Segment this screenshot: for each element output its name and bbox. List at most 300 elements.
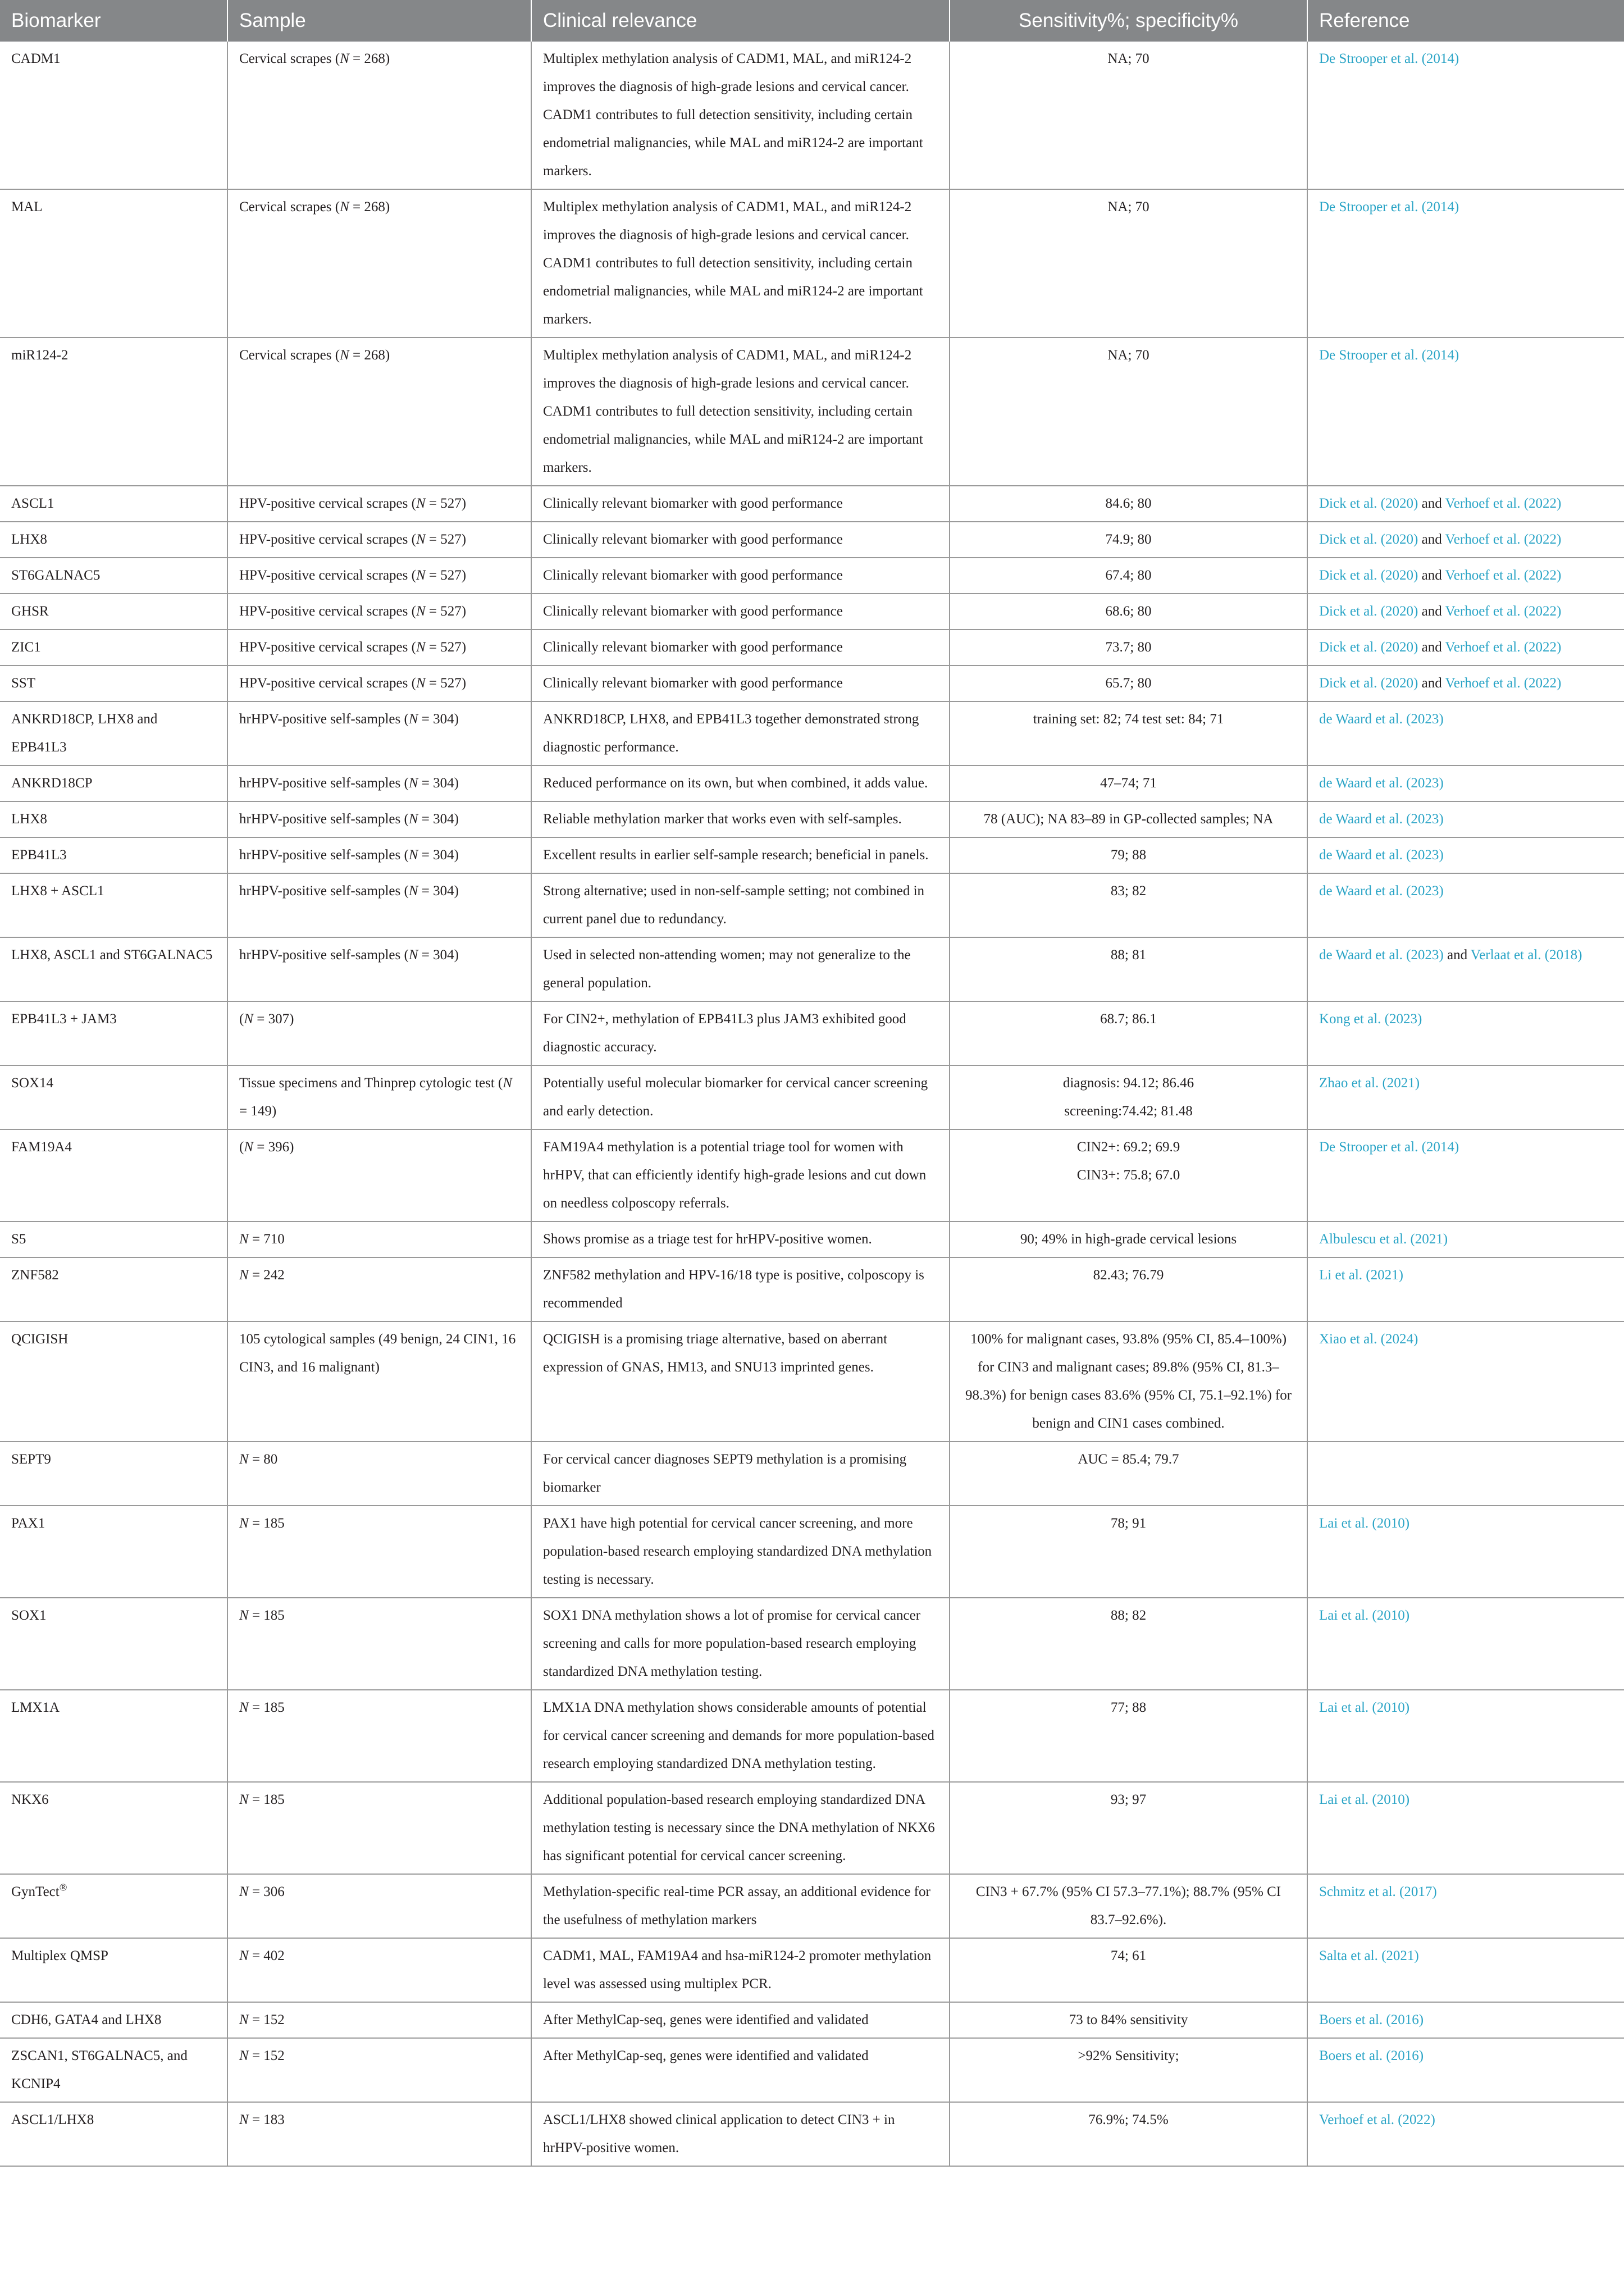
cell-sample: Cervical scrapes (N = 268): [227, 338, 531, 486]
table-row: [0, 1321, 1624, 1442]
cell-sensitivity-specificity: [950, 558, 1307, 594]
reference-link[interactable]: De Strooper et al. (2014): [1319, 199, 1459, 215]
reference-link[interactable]: Verhoef et al. (2022): [1445, 496, 1562, 511]
reference-link[interactable]: Dick et al. (2020): [1319, 532, 1418, 547]
cell-biomarker: [0, 2102, 227, 2166]
reference-link[interactable]: Xiao et al. (2024): [1319, 1332, 1418, 1347]
sample-size-symbol: N: [416, 532, 426, 547]
sample-size-symbol: N: [340, 51, 349, 66]
sample-size-symbol: N: [408, 883, 418, 899]
cell-clinical-relevance: Used in selected non-attending women; may not generalize to the general population.: [531, 937, 950, 1001]
table-row: [0, 338, 1624, 486]
cell-sample: N = 185: [227, 1598, 531, 1690]
reference-link[interactable]: Dick et al. (2020): [1319, 640, 1418, 655]
sample-size-symbol: N: [239, 1700, 249, 1715]
table-row: [0, 837, 1624, 873]
reference-link[interactable]: Kong et al. (2023): [1319, 1011, 1422, 1027]
biomarker-name: ASCL1/LHX8: [11, 2112, 94, 2127]
sensitivity-line: 79; 88: [1110, 847, 1147, 863]
sample-size-symbol: N: [239, 1792, 249, 1807]
biomarker-name: S5: [11, 1232, 26, 1247]
sensitivity-line: 73.7; 80: [1105, 640, 1152, 655]
biomarker-name: PAX1: [11, 1516, 45, 1531]
cell-clinical-relevance: Excellent results in earlier self-sample research; beneficial in panels.: [531, 837, 950, 873]
biomarker-name: SOX1: [11, 1608, 47, 1623]
header-row: [0, 0, 1624, 42]
cell-sample: (N = 396): [227, 1129, 531, 1221]
table-row: [0, 2102, 1624, 2166]
cell-sensitivity-specificity: [950, 1938, 1307, 2002]
biomarker-name: LHX8: [11, 532, 47, 547]
sensitivity-line: 82.43; 76.79: [1093, 1268, 1164, 1283]
sample-size-symbol: N: [239, 1608, 249, 1623]
cell-sensitivity-specificity: [950, 1129, 1307, 1221]
table-body: [0, 42, 1624, 2166]
cell-biomarker: [0, 189, 227, 338]
reference-link[interactable]: Dick et al. (2020): [1319, 496, 1418, 511]
cell-reference: [1307, 1221, 1624, 1257]
cell-reference: [1307, 2002, 1624, 2038]
table-row: [0, 665, 1624, 701]
cell-sensitivity-specificity: [950, 594, 1307, 630]
table-row: [0, 2038, 1624, 2102]
cell-sample: HPV-positive cervical scrapes (N = 527): [227, 522, 531, 558]
cell-clinical-relevance: ANKRD18CP, LHX8, and EPB41L3 together demonstrated strong diagnostic performance.: [531, 701, 950, 765]
reference-joiner: and: [1418, 676, 1445, 691]
biomarker-name: NKX6: [11, 1792, 49, 1807]
table-row: [0, 1506, 1624, 1598]
cell-sensitivity-specificity: [950, 1321, 1307, 1442]
cell-biomarker: [0, 1321, 227, 1442]
biomarker-name: SEPT9: [11, 1452, 51, 1467]
reference-link[interactable]: de Waard et al. (2023): [1319, 776, 1444, 791]
cell-sample: HPV-positive cervical scrapes (N = 527): [227, 486, 531, 522]
cell-sensitivity-specificity: [950, 486, 1307, 522]
cell-reference: [1307, 801, 1624, 837]
sensitivity-line: 74.9; 80: [1105, 532, 1152, 547]
sensitivity-line: AUC = 85.4; 79.7: [1078, 1452, 1179, 1467]
cell-reference: [1307, 701, 1624, 765]
cell-reference: [1307, 1442, 1624, 1506]
sensitivity-line: CIN3+: 75.8; 67.0: [1076, 1168, 1180, 1183]
sensitivity-line: 90; 49% in high-grade cervical lesions: [1020, 1232, 1237, 1247]
sample-size-symbol: N: [244, 1011, 254, 1027]
biomarker-name: SST: [11, 676, 36, 691]
col-header-sensitivity-specificity: Sensitivity%; specificity%: [950, 0, 1307, 42]
biomarker-name: ANKRD18CP: [11, 776, 93, 791]
table-row: [0, 594, 1624, 630]
cell-reference: [1307, 1065, 1624, 1129]
cell-sensitivity-specificity: [950, 1506, 1307, 1598]
reference-link[interactable]: Schmitz et al. (2017): [1319, 1884, 1437, 1899]
biomarker-name: GynTect: [11, 1884, 60, 1899]
reference-link[interactable]: Verhoef et al. (2022): [1445, 676, 1562, 691]
cell-clinical-relevance: ZNF582 methylation and HPV-16/18 type is positive, colposcopy is recommended: [531, 1257, 950, 1321]
cell-reference: [1307, 1874, 1624, 1938]
cell-clinical-relevance: LMX1A DNA methylation shows considerable amounts of potential for cervical cancer screening and demands for more population-based research employing standardized DNA methylation testing.: [531, 1690, 950, 1782]
cell-sensitivity-specificity: [950, 522, 1307, 558]
cell-sample: HPV-positive cervical scrapes (N = 527): [227, 630, 531, 665]
col-header-biomarker: Biomarker: [0, 0, 227, 42]
cell-sample: N = 183: [227, 2102, 531, 2166]
table-row: [0, 558, 1624, 594]
cell-biomarker: [0, 801, 227, 837]
cell-sample: Tissue specimens and Thinprep cytologic test (N = 149): [227, 1065, 531, 1129]
cell-biomarker: [0, 1221, 227, 1257]
cell-biomarker: [0, 630, 227, 665]
cell-sample: 105 cytological samples (49 benign, 24 CIN1, 16 CIN3, and 16 malignant): [227, 1321, 531, 1442]
cell-biomarker: [0, 765, 227, 801]
cell-biomarker: [0, 2038, 227, 2102]
reference-link[interactable]: Li et al. (2021): [1319, 1268, 1403, 1283]
biomarker-name: ZNF582: [11, 1268, 59, 1283]
sample-size-symbol: N: [416, 568, 426, 583]
cell-biomarker: [0, 42, 227, 189]
cell-biomarker: [0, 1065, 227, 1129]
cell-sensitivity-specificity: [950, 338, 1307, 486]
cell-sensitivity-specificity: [950, 42, 1307, 189]
cell-reference: [1307, 1782, 1624, 1874]
biomarker-name: LHX8: [11, 812, 47, 827]
sensitivity-line: NA; 70: [1107, 199, 1149, 215]
table-row: [0, 801, 1624, 837]
sample-size-symbol: N: [340, 199, 349, 215]
reference-link[interactable]: Albulescu et al. (2021): [1319, 1232, 1448, 1247]
biomarker-name: SOX14: [11, 1075, 54, 1091]
sensitivity-line: >92% Sensitivity;: [1078, 2048, 1179, 2063]
cell-clinical-relevance: FAM19A4 methylation is a potential triage tool for women with hrHPV, that can efficiently identify high-grade lesions and cut down on needless colposcopy referrals.: [531, 1129, 950, 1221]
cell-clinical-relevance: ASCL1/LHX8 showed clinical application to detect CIN3 + in hrHPV-positive women.: [531, 2102, 950, 2166]
cell-biomarker: [0, 665, 227, 701]
reference-link[interactable]: Lai et al. (2010): [1319, 1516, 1410, 1531]
sample-size-symbol: N: [416, 496, 426, 511]
cell-reference: [1307, 873, 1624, 937]
cell-reference: [1307, 522, 1624, 558]
sensitivity-line: 100% for malignant cases, 93.8% (95% CI, 85.4–100%) for CIN3 and malignant cases; 89.8% (95% CI, 81.3–98.3%) for benign cases 83.6% (95% CI, 75.1–92.1%) for benign and CIN1 cases combined.: [965, 1332, 1292, 1431]
cell-sample: N = 185: [227, 1690, 531, 1782]
table-row: [0, 486, 1624, 522]
cell-sensitivity-specificity: [950, 665, 1307, 701]
biomarker-name: ST6GALNAC5: [11, 568, 101, 583]
cell-reference: [1307, 1129, 1624, 1221]
cell-clinical-relevance: Methylation-specific real-time PCR assay, an additional evidence for the usefulness of methylation markers: [531, 1874, 950, 1938]
cell-sample: N = 152: [227, 2002, 531, 2038]
biomarker-name: CADM1: [11, 51, 61, 66]
cell-sensitivity-specificity: [950, 1690, 1307, 1782]
reference-link[interactable]: de Waard et al. (2023): [1319, 947, 1444, 963]
sensitivity-line: 47–74; 71: [1100, 776, 1157, 791]
cell-clinical-relevance: Clinically relevant biomarker with good performance: [531, 665, 950, 701]
reference-joiner: and: [1443, 947, 1471, 963]
reference-link[interactable]: de Waard et al. (2023): [1319, 883, 1444, 899]
table-row: [0, 873, 1624, 937]
reference-link[interactable]: Dick et al. (2020): [1319, 604, 1418, 619]
cell-reference: [1307, 558, 1624, 594]
table-row: [0, 1129, 1624, 1221]
reference-link[interactable]: Verhoef et al. (2022): [1445, 640, 1562, 655]
biomarker-name: Multiplex QMSP: [11, 1948, 108, 1963]
reference-link[interactable]: Verhoef et al. (2022): [1445, 532, 1562, 547]
cell-biomarker: [0, 1001, 227, 1065]
cell-sensitivity-specificity: [950, 937, 1307, 1001]
sample-size-symbol: N: [239, 2048, 249, 2063]
table-row: [0, 765, 1624, 801]
cell-biomarker: [0, 837, 227, 873]
cell-sensitivity-specificity: [950, 701, 1307, 765]
sample-size-symbol: N: [239, 1948, 249, 1963]
cell-clinical-relevance: Shows promise as a triage test for hrHPV-positive women.: [531, 1221, 950, 1257]
cell-reference: [1307, 486, 1624, 522]
cell-clinical-relevance: Reliable methylation marker that works even with self-samples.: [531, 801, 950, 837]
cell-clinical-relevance: SOX1 DNA methylation shows a lot of promise for cervical cancer screening and calls for more population-based research employing standardized DNA methylation testing.: [531, 1598, 950, 1690]
reference-link[interactable]: De Strooper et al. (2014): [1319, 51, 1459, 66]
reference-link[interactable]: Zhao et al. (2021): [1319, 1075, 1420, 1091]
cell-sensitivity-specificity: [950, 1001, 1307, 1065]
sample-size-symbol: N: [239, 1884, 249, 1899]
table-row: [0, 189, 1624, 338]
table-row: [0, 630, 1624, 665]
cell-clinical-relevance: Clinically relevant biomarker with good performance: [531, 558, 950, 594]
cell-biomarker: [0, 1598, 227, 1690]
cell-sample: N = 242: [227, 1257, 531, 1321]
sample-size-symbol: N: [416, 676, 426, 691]
cell-reference: [1307, 2038, 1624, 2102]
cell-sample: hrHPV-positive self-samples (N = 304): [227, 873, 531, 937]
biomarker-name: ZIC1: [11, 640, 41, 655]
cell-reference: [1307, 1506, 1624, 1598]
reference-link[interactable]: Boers et al. (2016): [1319, 2048, 1424, 2063]
cell-reference: [1307, 1257, 1624, 1321]
reference-link[interactable]: Lai et al. (2010): [1319, 1700, 1410, 1715]
cell-clinical-relevance: After MethylCap-seq, genes were identified and validated: [531, 2038, 950, 2102]
reference-link[interactable]: Boers et al. (2016): [1319, 2012, 1424, 2027]
cell-sensitivity-specificity: [950, 1221, 1307, 1257]
sample-size-symbol: N: [239, 2112, 249, 2127]
cell-biomarker: [0, 1874, 227, 1938]
sensitivity-line: 76.9%; 74.5%: [1088, 2112, 1169, 2127]
reference-joiner: and: [1418, 604, 1445, 619]
table-row: [0, 1690, 1624, 1782]
sample-size-symbol: N: [408, 812, 418, 827]
cell-clinical-relevance: Strong alternative; used in non-self-sample setting; not combined in current panel due to redundancy.: [531, 873, 950, 937]
cell-sample: hrHPV-positive self-samples (N = 304): [227, 837, 531, 873]
cell-reference: [1307, 1321, 1624, 1442]
biomarker-name: CDH6, GATA4 and LHX8: [11, 2012, 162, 2027]
cell-biomarker: [0, 873, 227, 937]
reference-joiner: and: [1418, 496, 1445, 511]
reference-link[interactable]: de Waard et al. (2023): [1319, 812, 1444, 827]
cell-reference: [1307, 2102, 1624, 2166]
cell-sensitivity-specificity: [950, 801, 1307, 837]
biomarker-name: LHX8, ASCL1 and ST6GALNAC5: [11, 947, 213, 963]
cell-reference: [1307, 189, 1624, 338]
cell-clinical-relevance: Clinically relevant biomarker with good performance: [531, 486, 950, 522]
sample-size-symbol: N: [239, 2012, 249, 2027]
reference-link[interactable]: Verlaat et al. (2018): [1470, 947, 1582, 963]
table-row: [0, 1938, 1624, 2002]
cell-sample: HPV-positive cervical scrapes (N = 527): [227, 594, 531, 630]
cell-sample: hrHPV-positive self-samples (N = 304): [227, 765, 531, 801]
cell-sensitivity-specificity: [950, 1065, 1307, 1129]
table-row: [0, 1065, 1624, 1129]
cell-sample: hrHPV-positive self-samples (N = 304): [227, 937, 531, 1001]
cell-reference: [1307, 837, 1624, 873]
cell-sample: HPV-positive cervical scrapes (N = 527): [227, 558, 531, 594]
sensitivity-line: NA; 70: [1107, 51, 1149, 66]
cell-clinical-relevance: PAX1 have high potential for cervical cancer screening, and more population-based research employing standardized DNA methylation testing is necessary.: [531, 1506, 950, 1598]
table-row: [0, 1001, 1624, 1065]
reference-joiner: and: [1418, 568, 1445, 583]
reference-link[interactable]: de Waard et al. (2023): [1319, 847, 1444, 863]
cell-sensitivity-specificity: [950, 630, 1307, 665]
table-row: [0, 1221, 1624, 1257]
sensitivity-line: 68.6; 80: [1105, 604, 1152, 619]
reference-link[interactable]: Lai et al. (2010): [1319, 1792, 1410, 1807]
cell-reference: [1307, 1598, 1624, 1690]
sensitivity-line: 93; 97: [1110, 1792, 1147, 1807]
sensitivity-line: NA; 70: [1107, 348, 1149, 363]
sample-size-symbol: N: [244, 1139, 254, 1155]
cell-biomarker: [0, 594, 227, 630]
reference-link[interactable]: Salta et al. (2021): [1319, 1948, 1419, 1963]
sensitivity-line: training set: 82; 74 test set: 84; 71: [1033, 712, 1224, 727]
biomarker-name: LHX8 + ASCL1: [11, 883, 104, 899]
cell-sample: Cervical scrapes (N = 268): [227, 42, 531, 189]
cell-reference: [1307, 42, 1624, 189]
cell-reference: [1307, 665, 1624, 701]
table-row: [0, 2002, 1624, 2038]
table-row: [0, 1598, 1624, 1690]
biomarker-name: ANKRD18CP, LHX8 and EPB41L3: [11, 712, 158, 755]
reference-link[interactable]: De Strooper et al. (2014): [1319, 1139, 1459, 1155]
cell-biomarker: [0, 1257, 227, 1321]
cell-clinical-relevance: QCIGISH is a promising triage alternative, based on aberrant expression of GNAS, HM13, and SNU13 imprinted genes.: [531, 1321, 950, 1442]
cell-clinical-relevance: Clinically relevant biomarker with good performance: [531, 522, 950, 558]
cell-reference: [1307, 338, 1624, 486]
cell-biomarker: [0, 1938, 227, 2002]
cell-sensitivity-specificity: [950, 1598, 1307, 1690]
cell-sample: Cervical scrapes (N = 268): [227, 189, 531, 338]
reference-link[interactable]: Verhoef et al. (2022): [1445, 604, 1562, 619]
cell-clinical-relevance: Potentially useful molecular biomarker for cervical cancer screening and early detection.: [531, 1065, 950, 1129]
table-row: [0, 937, 1624, 1001]
sensitivity-line: 67.4; 80: [1105, 568, 1152, 583]
cell-reference: [1307, 937, 1624, 1001]
cell-reference: [1307, 765, 1624, 801]
cell-sample: hrHPV-positive self-samples (N = 304): [227, 701, 531, 765]
sample-size-symbol: N: [239, 1268, 249, 1283]
cell-clinical-relevance: Additional population-based research employing standardized DNA methylation testing is necessary since the DNA methylation of NKX6 has significant potential for cervical cancer screening.: [531, 1782, 950, 1874]
sample-size-symbol: N: [503, 1075, 513, 1091]
cell-sample: N = 185: [227, 1506, 531, 1598]
reference-link[interactable]: Verhoef et al. (2022): [1445, 568, 1562, 583]
cell-sensitivity-specificity: [950, 2038, 1307, 2102]
cell-sample: hrHPV-positive self-samples (N = 304): [227, 801, 531, 837]
cell-biomarker: [0, 1129, 227, 1221]
cell-clinical-relevance: CADM1, MAL, FAM19A4 and hsa-miR124-2 promoter methylation level was assessed using multiplex PCR.: [531, 1938, 950, 2002]
reference-link[interactable]: de Waard et al. (2023): [1319, 712, 1444, 727]
cell-reference: [1307, 1938, 1624, 2002]
sample-size-symbol: N: [408, 776, 418, 791]
sample-size-symbol: N: [408, 712, 418, 727]
cell-sensitivity-specificity: [950, 2102, 1307, 2166]
biomarker-name: EPB41L3 + JAM3: [11, 1011, 117, 1027]
sensitivity-line: 74; 61: [1110, 1948, 1147, 1963]
cell-sample: N = 306: [227, 1874, 531, 1938]
sensitivity-line: CIN3 + 67.7% (95% CI 57.3–77.1%); 88.7% (95% CI 83.7–92.6%).: [975, 1884, 1281, 1927]
reference-joiner: and: [1418, 640, 1445, 655]
cell-clinical-relevance: For CIN2+, methylation of EPB41L3 plus JAM3 exhibited good diagnostic accuracy.: [531, 1001, 950, 1065]
table-row: [0, 1257, 1624, 1321]
reference-joiner: and: [1418, 532, 1445, 547]
sensitivity-line: 84.6; 80: [1105, 496, 1152, 511]
sensitivity-line: 77; 88: [1110, 1700, 1147, 1715]
reference-link[interactable]: De Strooper et al. (2014): [1319, 348, 1459, 363]
sample-size-symbol: N: [408, 847, 418, 863]
reference-link[interactable]: Dick et al. (2020): [1319, 676, 1418, 691]
cell-reference: [1307, 1690, 1624, 1782]
sensitivity-line: diagnosis: 94.12; 86.46: [1062, 1075, 1194, 1091]
cell-biomarker: [0, 1506, 227, 1598]
cell-sensitivity-specificity: [950, 1257, 1307, 1321]
cell-clinical-relevance: Multiplex methylation analysis of CADM1, MAL, and miR124-2 improves the diagnosis of high-grade lesions and cervical cancer. CADM1 contributes to full detection sensitivity, including certain endometrial malignancies, while MAL and miR124-2 are important markers.: [531, 42, 950, 189]
sensitivity-line: 78; 91: [1110, 1516, 1147, 1531]
cell-sensitivity-specificity: [950, 1782, 1307, 1874]
biomarker-name: ZSCAN1, ST6GALNAC5, and KCNIP4: [11, 2048, 188, 2091]
table-row: [0, 1874, 1624, 1938]
cell-clinical-relevance: Clinically relevant biomarker with good performance: [531, 594, 950, 630]
biomarker-name: FAM19A4: [11, 1139, 72, 1155]
sensitivity-line: 88; 82: [1110, 1608, 1147, 1623]
cell-sample: N = 402: [227, 1938, 531, 2002]
cell-sensitivity-specificity: [950, 2002, 1307, 2038]
cell-clinical-relevance: Clinically relevant biomarker with good performance: [531, 630, 950, 665]
cell-sensitivity-specificity: [950, 1874, 1307, 1938]
cell-sample: N = 80: [227, 1442, 531, 1506]
cell-sensitivity-specificity: [950, 189, 1307, 338]
cell-sensitivity-specificity: [950, 837, 1307, 873]
cell-sensitivity-specificity: [950, 765, 1307, 801]
sample-size-symbol: N: [239, 1232, 249, 1247]
cell-biomarker: [0, 338, 227, 486]
sensitivity-line: 65.7; 80: [1105, 676, 1152, 691]
cell-biomarker: [0, 522, 227, 558]
sensitivity-line: 73 to 84% sensitivity: [1069, 2012, 1188, 2027]
cell-clinical-relevance: Multiplex methylation analysis of CADM1, MAL, and miR124-2 improves the diagnosis of high-grade lesions and cervical cancer. CADM1 contributes to full detection sensitivity, including certain endometrial malignancies, while MAL and miR124-2 are important markers.: [531, 189, 950, 338]
sample-size-symbol: N: [416, 640, 426, 655]
table-row: [0, 42, 1624, 189]
reference-link[interactable]: Verhoef et al. (2022): [1319, 2112, 1435, 2127]
biomarker-name: GHSR: [11, 604, 49, 619]
sample-size-symbol: N: [408, 947, 418, 963]
reference-link[interactable]: Lai et al. (2010): [1319, 1608, 1410, 1623]
cell-biomarker: [0, 1782, 227, 1874]
registered-mark: ®: [59, 1881, 67, 1893]
cell-biomarker: [0, 1690, 227, 1782]
table-header: [0, 0, 1624, 42]
biomarker-name: LMX1A: [11, 1700, 60, 1715]
cell-biomarker: [0, 2002, 227, 2038]
biomarker-name: miR124-2: [11, 348, 69, 363]
table-row: [0, 1442, 1624, 1506]
cell-sample: HPV-positive cervical scrapes (N = 527): [227, 665, 531, 701]
cell-biomarker: [0, 701, 227, 765]
cell-biomarker: [0, 486, 227, 522]
cell-reference: [1307, 1001, 1624, 1065]
reference-link[interactable]: Dick et al. (2020): [1319, 568, 1418, 583]
biomarker-name: ASCL1: [11, 496, 54, 511]
cell-biomarker: [0, 937, 227, 1001]
